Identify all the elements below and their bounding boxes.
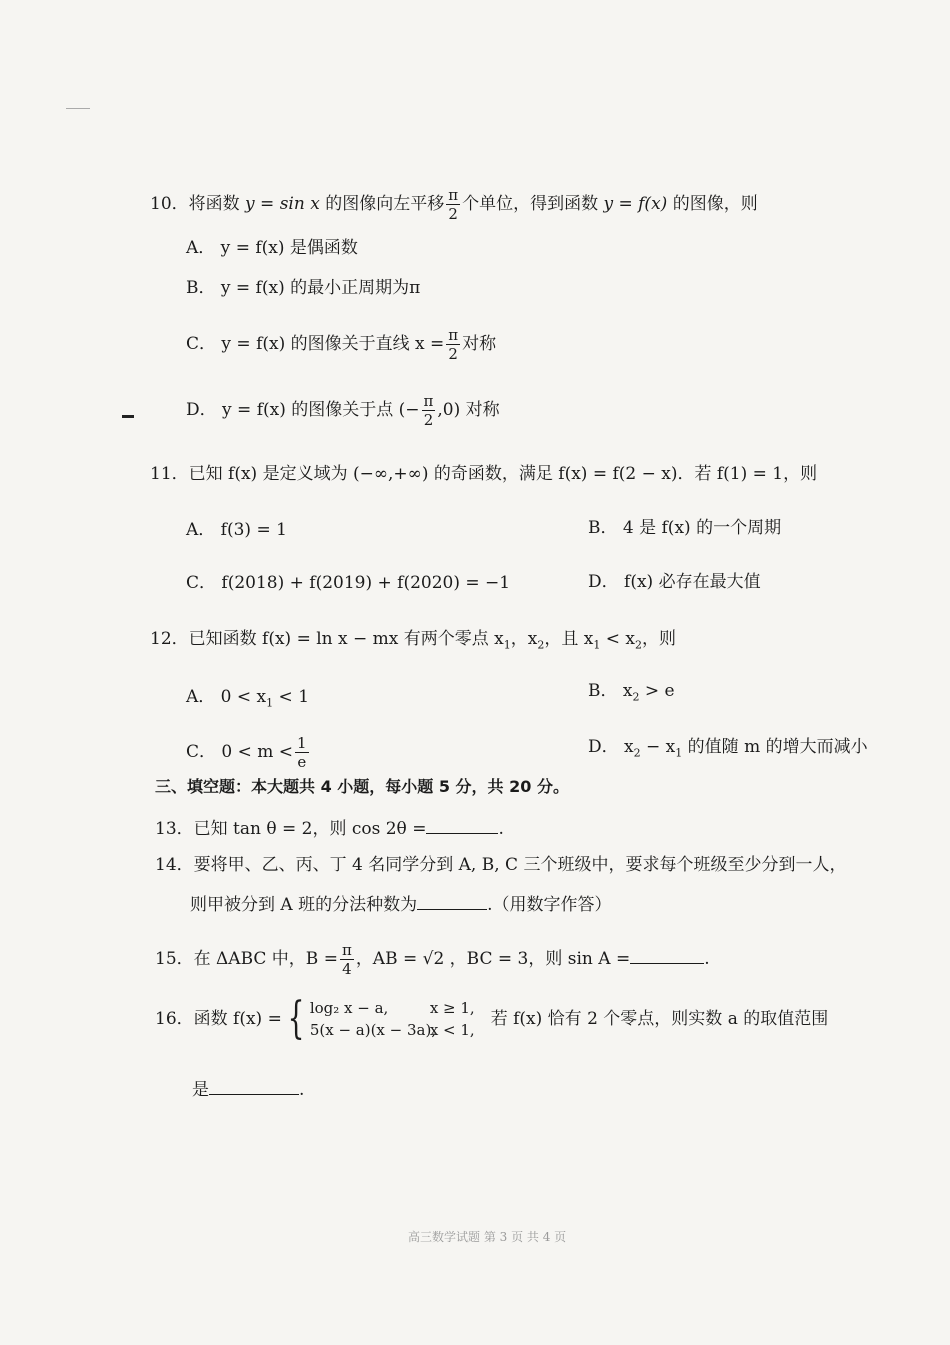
q16-text: 是 [192,1080,209,1100]
q16 [155,993,829,1044]
answer-blank[interactable] [417,891,487,910]
fraction-pi-2 [446,186,460,223]
q16-line2 [192,1076,304,1102]
piece-cond: x ≥ 1, [429,999,475,1017]
answer-blank[interactable] [209,1076,299,1095]
q13-text: 13．已知 tan θ = 2，则 cos 2θ = [155,819,427,839]
frac-num: 1 [297,734,307,752]
subscript: 2 [635,638,642,652]
q12-stem-text: 12．已知函数 f(x) = ln x − mx 有两个零点 x [150,629,504,649]
q12-option-a-text: A． 0 < x [186,687,267,707]
piece-1 [310,997,475,1019]
q16-text: 若 f(x) 恰有 2 个零点，则实数 a 的取值范围 [490,1009,829,1029]
q10-option-c-text: 对称 [462,334,497,354]
q10-option-c [186,326,496,363]
frac-den: 4 [342,960,352,978]
fraction-pi-2 [422,392,436,429]
piece-expr: log₂ x − a, [309,999,389,1017]
q12-option-d [588,735,868,765]
subscript: 1 [503,638,511,652]
q16-end: . [299,1080,305,1100]
scan-mark [66,108,90,109]
q10-option-d [186,392,500,429]
fraction-pi-2 [446,326,460,363]
frac-den: e [297,753,307,771]
q11-option-a: A． f(3) = 1 [186,520,287,540]
scan-mark [122,415,134,418]
q10-option-d-text: ,0) 对称 [437,400,500,420]
q12-option-a-text: < 1 [273,687,310,707]
q12-stem-text: ，x [510,629,538,649]
q11-option-c: C． f(2018) + f(2019) + f(2020) = −1 [186,573,511,593]
frac-den: 2 [448,205,458,223]
q12-option-b [588,679,675,709]
q10-stem-text: 的图像，则 [667,194,758,214]
q14-line1: 14．要将甲、乙、丙、丁 4 名同学分到 A, B, C 三个班级中，要求每个班级至少分到一人， [155,855,847,875]
q10-option-c-text: C． y = f(x) 的图像关于直线 x = [186,334,445,354]
q15-text: ，AB = √2 ，BC = 3，则 sin A = [355,949,631,969]
q14-text: 则甲被分到 A 班的分法种数为 [190,895,418,915]
q12-stem-text: ，则 [642,629,676,649]
q10-stem-text: 10．将函数 [150,194,246,214]
q12-option-a [186,685,309,715]
piecewise-def [310,997,475,1041]
q12-stem [150,627,676,657]
frac-num: π [448,326,459,344]
frac-den: 2 [423,411,434,429]
q10-stem-eq: y = sin x [245,194,320,214]
q11-option-d: D． f(x) 必存在最大值 [588,572,761,592]
frac-num: π [423,392,434,410]
piece-2 [310,1019,475,1041]
q15-end: . [704,949,710,969]
subscript: 1 [266,696,274,710]
frac-den: 2 [448,345,458,363]
q12-stem-text: < x [600,629,635,649]
q13-end: . [498,819,504,839]
q12-option-d-text: 的值随 m 的增大而减小 [682,737,868,757]
q10-stem-text: 个单位，得到函数 [462,194,604,214]
frac-num: π [341,941,352,959]
q15-text: 15．在 ΔABC 中，B = [155,949,338,969]
answer-blank[interactable] [630,945,704,964]
subscript: 1 [593,638,601,652]
q15 [155,941,710,978]
q12-option-d-text: D． x [588,737,634,757]
q10-option-d-text: D． y = f(x) 的图像关于点 (− [186,400,420,420]
q11-stem: 11．已知 f(x) 是定义域为 (−∞,+∞) 的奇函数，满足 f(x) = f(2 − x)．若 f(1) = 1，则 [150,464,818,484]
page-footer: 高三数学试题 第 3 页 共 4 页 [408,1230,567,1244]
answer-blank[interactable] [426,815,498,834]
q16-text: 16．函数 f(x) = [155,1009,282,1029]
subscript: 1 [675,746,683,760]
q10-stem [150,186,758,223]
piece-cond: x < 1, [429,1021,475,1039]
subscript: 2 [537,638,545,652]
q10-stem-text: 的图像向左平移 [319,194,445,214]
q11-option-b: B． 4 是 f(x) 的一个周期 [588,518,782,538]
brace: { [287,993,305,1044]
piece-expr: 5(x − a)(x − 3a), [309,1021,437,1039]
q12-option-b-text: B． x [588,681,633,701]
q10-option-a: A． y = f(x) 是偶函数 [186,238,358,258]
frac-num: π [448,186,459,204]
q12-option-c [186,734,311,771]
subscript: 2 [632,690,640,704]
q10-stem-fx: y = f(x) [603,194,668,214]
q14-end: .（用数字作答） [487,895,612,915]
q10-option-b: B． y = f(x) 的最小正周期为π [186,278,421,298]
q12-option-b-text: > e [639,681,675,701]
section-heading: 三、填空题：本大题共 4 小题，每小题 5 分，共 20 分。 [155,777,569,796]
fraction-pi-4 [340,941,354,978]
q12-option-c-text: C． 0 < m < [186,742,294,762]
q12-stem-text: ，且 x [544,629,594,649]
q12-option-d-text: − x [640,737,676,757]
fraction-1-e [295,734,309,771]
subscript: 2 [633,746,641,760]
q13 [155,815,504,841]
q14-line2 [190,891,612,917]
